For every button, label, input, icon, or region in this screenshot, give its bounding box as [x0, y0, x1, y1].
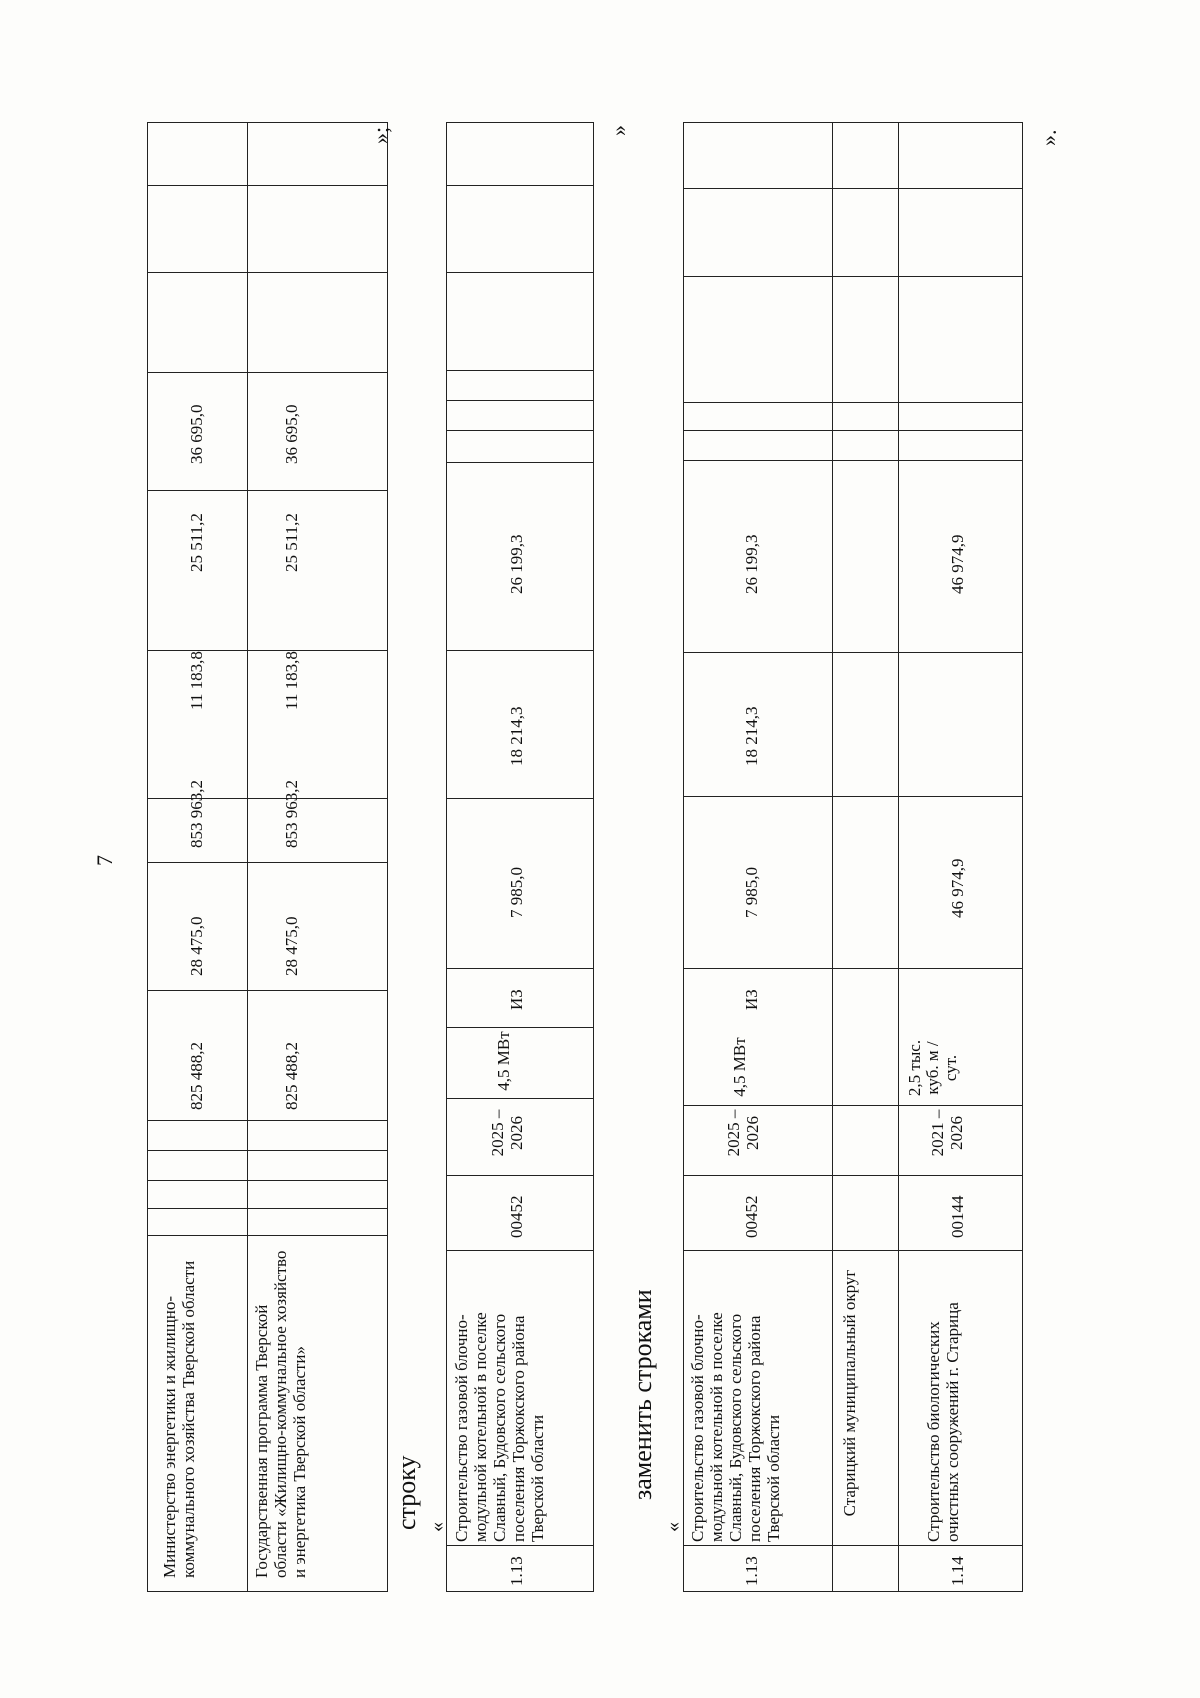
section3-heading: заменить строками [628, 1289, 657, 1500]
table1-row1-v1: 825 488,2 [187, 1042, 206, 1110]
section2-open-quote: « [426, 1522, 448, 1532]
table3-end-mark: ». [1036, 129, 1061, 146]
table3-row3-v-a: 46 974,9 [948, 858, 967, 918]
table2-num: 1.13 [507, 1556, 526, 1586]
table1-row1-v2: 28 475,0 [187, 916, 206, 976]
table3-row3-code: 00144 [948, 1195, 967, 1238]
table3-row1-v-c: 26 199,3 [742, 534, 761, 594]
table3-row1-code: 00452 [742, 1195, 761, 1238]
table1-row1-name: Министерство энергетики и жилищно-коммунального хозяйства Тверской области [160, 1260, 199, 1578]
page-number: 7 [92, 855, 117, 866]
table2-v-b: 18 214,3 [507, 706, 526, 766]
table1-row2-v2: 28 475,0 [282, 916, 301, 976]
table1-end-mark: »; [368, 126, 393, 144]
table2-v-a: 7 985,0 [507, 867, 526, 918]
table3-row3-name: Строительство биологических очистных сооружений г. Старица [924, 1302, 963, 1542]
table1-row2-v4: 11 183,8 [282, 651, 301, 710]
table3-row3-capacity: 2,5 тыс. куб. м / сут. [905, 1039, 960, 1097]
table1-row2-v3: 853 963,2 [282, 780, 301, 848]
table2-code: 00452 [507, 1195, 526, 1238]
table1-row2-v1: 825 488,2 [282, 1042, 301, 1110]
table2-name: Строительство газовой блочно-модульной котельной в поселке Славный, Будовского сельского поселения Торжокского района Тверской области [452, 1312, 548, 1542]
table3-row3-years: 2021 – 2026 [928, 1109, 967, 1157]
table3-row1-v-b: 18 214,3 [742, 706, 761, 766]
table1-row1-v4: 11 183,8 [187, 651, 206, 710]
table3-row1-name: Строительство газовой блочно-модульной котельной в поселке Славный, Будовского сельского поселения Торжокского района Тверской области [688, 1312, 784, 1542]
table1-row2-v5: 25 511,2 [282, 513, 301, 572]
table2-v-c: 26 199,3 [507, 534, 526, 594]
table1-row1-v3: 853 963,2 [187, 780, 206, 848]
table3-row1-num: 1.13 [742, 1556, 761, 1586]
table3-row1-capacity: 4,5 МВт [730, 1037, 749, 1097]
table3-row1-type: ИЗ [742, 989, 761, 1010]
table3-row3-num: 1.14 [948, 1556, 967, 1586]
table1-row2-v6: 36 695,0 [282, 404, 301, 464]
table1-row1-v5: 25 511,2 [187, 513, 206, 572]
section2-heading: строку [392, 1455, 421, 1530]
table2-type: ИЗ [507, 989, 526, 1010]
table3-row3-v-c: 46 974,9 [948, 534, 967, 594]
table3-row1-years: 2025 – 2026 [724, 1109, 763, 1157]
section3-open-quote: « [662, 1522, 684, 1532]
table2-years: 2025 – 2026 [488, 1109, 527, 1157]
table3-row2-name: Старицкий муниципальный округ [840, 1269, 859, 1517]
table1-row2-name: Государственная программа Тверской области «Жилищно-коммунальное хозяйство и энергетика Тверской области» [252, 1250, 310, 1578]
table2-capacity: 4,5 МВт [494, 1031, 513, 1091]
table1-row1-v6: 36 695,0 [187, 404, 206, 464]
table3-row1-v-a: 7 985,0 [742, 867, 761, 918]
table2-end-mark: » [606, 125, 631, 136]
